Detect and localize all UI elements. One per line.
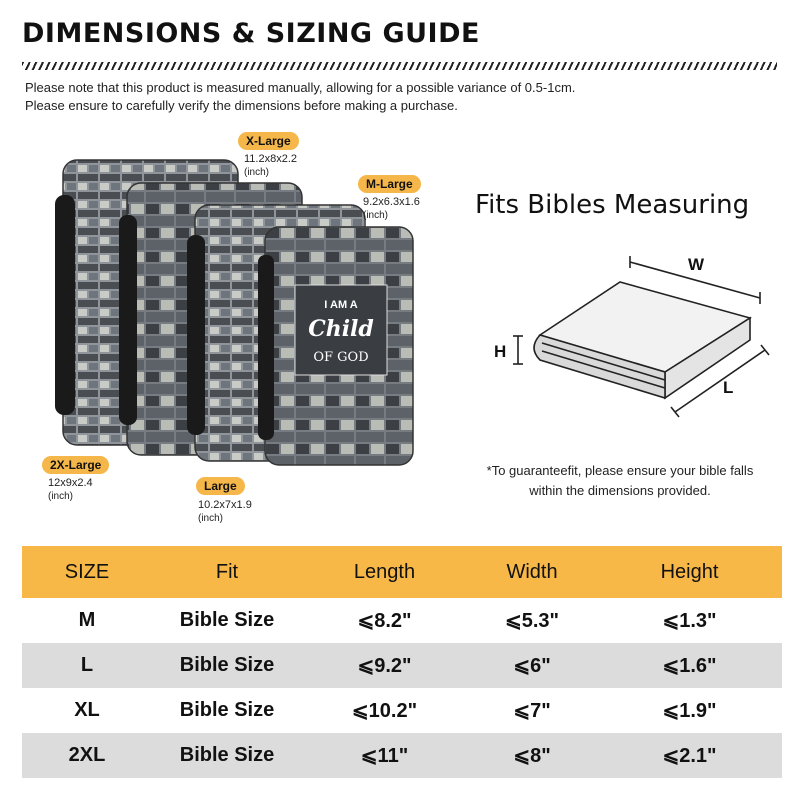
cell-size: L xyxy=(22,643,152,688)
dims-large-value: 10.2x7x1.9 xyxy=(198,499,252,511)
header-width: Width xyxy=(467,546,597,598)
table-row xyxy=(22,643,782,688)
cell-height: ⩽2.1" xyxy=(597,733,782,778)
fit-footnote-line2: within the dimensions provided. xyxy=(529,483,711,498)
dims-2xlarge-unit: (inch) xyxy=(48,491,74,502)
verification-note: Please ensure to carefully verify the dimensions before making a purchase. xyxy=(25,98,458,113)
dims-mlarge-unit: (inch) xyxy=(363,210,389,221)
dims-large-unit: (inch) xyxy=(198,513,224,524)
cell-size: M xyxy=(78,609,96,631)
label-xlarge: X-Large xyxy=(238,132,299,150)
dims-xlarge xyxy=(244,153,297,179)
cell-length: ⩽9.2" xyxy=(302,643,467,688)
fits-title: Fits Bibles Measuring xyxy=(475,190,750,220)
size-table xyxy=(22,546,782,778)
cover-text-line3: OF GOD xyxy=(313,350,369,365)
cell-width: ⩽8" xyxy=(467,733,597,778)
table-row xyxy=(22,598,782,643)
bible-covers-image xyxy=(55,155,415,475)
cell-width: ⩽5.3" xyxy=(504,610,560,632)
table-row xyxy=(22,733,782,778)
cell-length: ⩽10.2" xyxy=(351,700,418,722)
cell-height: ⩽1.9" xyxy=(662,700,717,722)
header-length: Length xyxy=(302,546,467,598)
cell-size: 2XL xyxy=(22,733,152,778)
cell-height: ⩽1.6" xyxy=(597,643,782,688)
dims-2xlarge xyxy=(48,477,93,503)
measurement-note: Please note that this product is measured manually, allowing for a possible variance of 0.5-1cm. xyxy=(25,80,576,95)
cell-length: ⩽11" xyxy=(302,733,467,778)
dims-xlarge-unit: (inch) xyxy=(244,167,270,178)
cell-fit: Bible Size xyxy=(179,609,275,631)
label-2xlarge: 2X-Large xyxy=(42,456,109,474)
header-fit: Fit xyxy=(152,546,302,598)
header-height: Height xyxy=(597,546,782,598)
dims-xlarge-value: 11.2x8x2.2 xyxy=(244,153,298,165)
width-label: W xyxy=(688,255,705,274)
label-large: Large xyxy=(196,477,245,495)
table-row xyxy=(22,688,782,733)
cell-height: ⩽1.3" xyxy=(662,610,717,632)
dims-mlarge xyxy=(363,196,420,222)
cell-size: XL xyxy=(74,699,100,721)
cell-width: ⩽6" xyxy=(467,643,597,688)
dims-large xyxy=(198,499,252,525)
cell-width: ⩽7" xyxy=(513,700,551,722)
header-size: SIZE xyxy=(22,546,152,598)
cell-fit: Bible Size xyxy=(152,643,302,688)
label-mlarge: M-Large xyxy=(358,175,421,193)
title-divider xyxy=(22,62,777,70)
page-title: DIMENSIONS & SIZING GUIDE xyxy=(22,18,480,49)
cover-text-line2: Child xyxy=(308,316,374,342)
cell-length: ⩽8.2" xyxy=(357,610,412,632)
height-label: H xyxy=(494,342,507,361)
table-header-row xyxy=(22,546,782,598)
dims-mlarge-value: 9.2x6.3x1.6 xyxy=(363,196,420,208)
book-diagram xyxy=(470,240,790,440)
dims-2xlarge-value: 12x9x2.4 xyxy=(48,477,93,489)
cover-text-line1: I AM A xyxy=(324,299,358,311)
cell-fit: Bible Size xyxy=(152,733,302,778)
cell-fit: Bible Size xyxy=(179,699,275,721)
length-label: L xyxy=(723,378,734,397)
fit-footnote-line1: *To guaranteefit, please ensure your bible falls xyxy=(486,463,754,478)
cover-medium xyxy=(258,227,413,465)
